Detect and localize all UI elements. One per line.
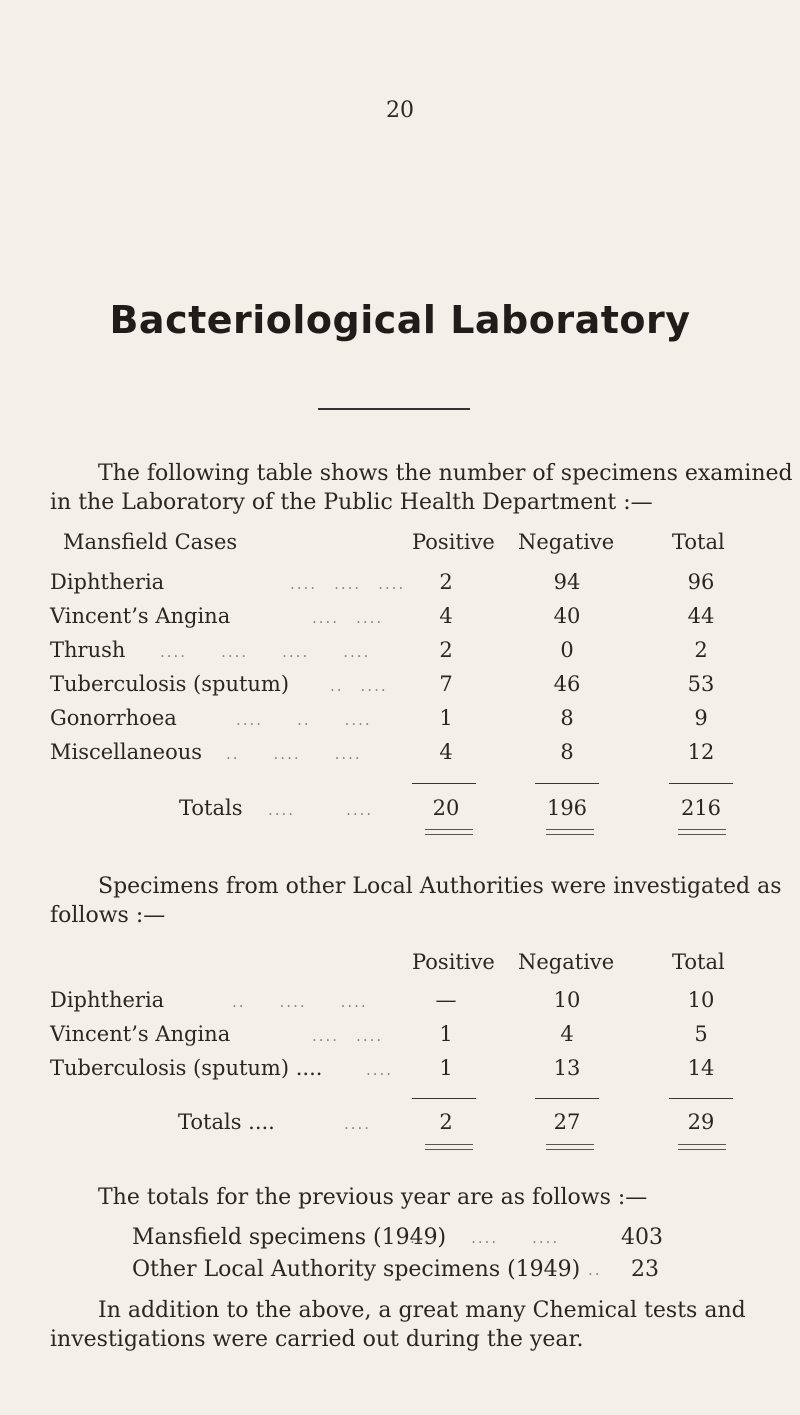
leader-dots: .... ....: [312, 1027, 384, 1045]
previous-mansfield-value: 403: [621, 1225, 663, 1250]
table1-header-negative: Negative: [518, 530, 615, 554]
table1-row-label: Thrush: [50, 638, 126, 662]
leader-dots: .... .. ....: [236, 711, 372, 729]
leader-dots: .... ....: [268, 801, 374, 819]
page-number: 20: [386, 98, 414, 123]
subtotal-rule: [412, 783, 476, 784]
previous-other-label: Other Local Authority specimens (1949): [132, 1257, 581, 1282]
table1-row-label: Diphtheria: [50, 570, 165, 594]
leader-dots: .. .... ....: [226, 745, 362, 763]
total-double-rule: [546, 1144, 594, 1150]
previous-mansfield-label: Mansfield specimens (1949): [132, 1225, 447, 1250]
table1-row-total: 44: [687, 604, 715, 628]
closing-line-2: investigations were carried out during the year.: [50, 1327, 584, 1352]
leader-dots: .. ....: [330, 677, 388, 695]
table1-row-positive: 2: [439, 638, 453, 662]
table1-row-label: Tuberculosis (sputum): [50, 672, 290, 696]
table1-header-label: Mansfield Cases: [63, 530, 238, 554]
table2-row-total: 5: [694, 1022, 708, 1046]
total-double-rule: [425, 829, 473, 835]
table1-row-total: 9: [694, 706, 708, 730]
table2-totals-positive: 2: [439, 1110, 453, 1134]
table1-row-total: 96: [687, 570, 715, 594]
table2-totals-negative: 27: [553, 1110, 581, 1134]
table2-row-label: Tuberculosis (sputum) ....: [50, 1056, 323, 1080]
previous-intro: The totals for the previous year are as follows :—: [98, 1185, 648, 1210]
table1-row-total: 2: [694, 638, 708, 662]
table2-header-positive: Positive: [412, 950, 495, 974]
leader-dots: ....: [366, 1061, 394, 1079]
table1-row-positive: 2: [439, 570, 453, 594]
other-line-2: follows :—: [50, 903, 166, 928]
table1-row-negative: 46: [553, 672, 581, 696]
table1-totals-negative: 196: [546, 796, 588, 820]
table2-row-positive: 1: [439, 1056, 453, 1080]
intro-line-2: in the Laboratory of the Public Health Department :—: [50, 490, 653, 515]
table1-row-label: Vincent’s Angina: [50, 604, 231, 628]
total-double-rule: [425, 1144, 473, 1150]
leader-dots: ..: [588, 1261, 602, 1279]
table2-row-negative: 10: [553, 988, 581, 1012]
subtotal-rule: [535, 1098, 599, 1099]
previous-other-value: 23: [631, 1257, 659, 1282]
leader-dots: .... .... ....: [290, 575, 406, 593]
total-double-rule: [678, 1144, 726, 1150]
subtotal-rule: [535, 783, 599, 784]
table1-row-positive: 4: [439, 740, 453, 764]
table2-row-positive: —: [435, 988, 457, 1012]
total-double-rule: [678, 829, 726, 835]
table2-row-total: 14: [687, 1056, 715, 1080]
table1-row-negative: 94: [553, 570, 581, 594]
table1-row-total: 12: [687, 740, 715, 764]
table2-row-negative: 4: [560, 1022, 574, 1046]
table1-header-total: Total: [672, 530, 725, 554]
table2-row-negative: 13: [553, 1056, 581, 1080]
table1-totals-label: Totals: [179, 796, 243, 820]
table1-row-negative: 8: [560, 740, 574, 764]
intro-line-1: The following table shows the number of specimens examined: [98, 461, 793, 486]
table1-row-total: 53: [687, 672, 715, 696]
table2-row-label: Vincent’s Angina: [50, 1022, 231, 1046]
subtotal-rule: [412, 1098, 476, 1099]
table2-row-label: Diphtheria: [50, 988, 165, 1012]
leader-dots: .... .... .... ....: [160, 643, 371, 661]
table1-row-positive: 4: [439, 604, 453, 628]
table2-header-total: Total: [672, 950, 725, 974]
table1-row-label: Gonorrhoea: [50, 706, 177, 730]
title-divider: [318, 408, 470, 410]
table1-totals-positive: 20: [432, 796, 460, 820]
total-double-rule: [546, 829, 594, 835]
table2-totals-label: Totals ....: [178, 1110, 275, 1134]
other-line-1: Specimens from other Local Authorities were investigated as: [98, 874, 782, 899]
leader-dots: .... ....: [312, 609, 384, 627]
subtotal-rule: [669, 1098, 733, 1099]
table1-row-negative: 0: [560, 638, 574, 662]
table1-row-negative: 8: [560, 706, 574, 730]
table1-row-negative: 40: [553, 604, 581, 628]
table2-totals-total: 29: [687, 1110, 715, 1134]
page-title: Bacteriological Laboratory: [109, 298, 691, 342]
subtotal-rule: [669, 783, 733, 784]
leader-dots: ....: [344, 1115, 372, 1133]
closing-line-1: In addition to the above, a great many Chemical tests and: [98, 1298, 746, 1323]
table2-row-positive: 1: [439, 1022, 453, 1046]
table1-header-positive: Positive: [412, 530, 495, 554]
table1-totals-total: 216: [680, 796, 722, 820]
table1-row-positive: 1: [439, 706, 453, 730]
leader-dots: .. .... ....: [232, 993, 368, 1011]
table2-header-negative: Negative: [518, 950, 615, 974]
table1-row-label: Miscellaneous: [50, 740, 203, 764]
leader-dots: .... .... ....: [410, 1229, 560, 1247]
table1-row-positive: 7: [439, 672, 453, 696]
table2-row-total: 10: [687, 988, 715, 1012]
